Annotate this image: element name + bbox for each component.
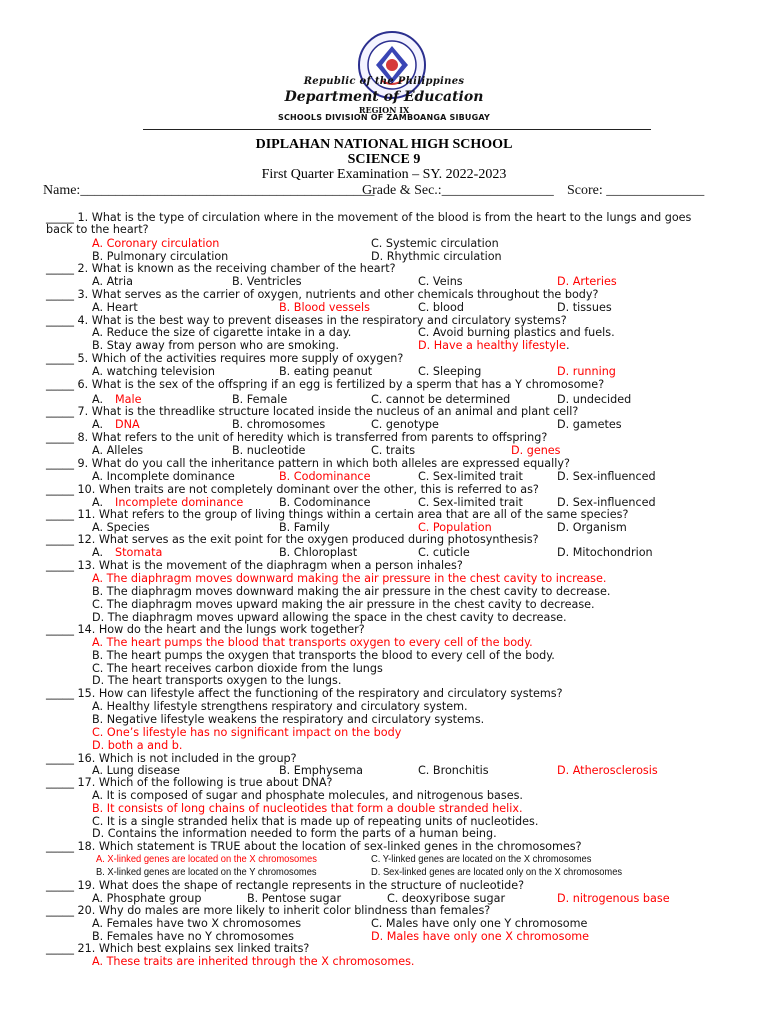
q5-option-c[interactable]: C. Sleeping xyxy=(418,365,482,378)
q6-option-b[interactable]: B. Female xyxy=(232,393,288,406)
q13-option-b[interactable]: B. The diaphragm moves downward making the air pressure in the chest cavity to decrease. xyxy=(92,585,611,598)
question-1-cont: back to the heart? xyxy=(46,223,149,236)
question-8: _____ 8. What refers to the unit of heredity which is transferred from parents to offspring? xyxy=(46,431,548,444)
q4-option-a[interactable]: A. Reduce the size of cigarette intake in a day. xyxy=(92,326,352,339)
question-4: _____ 4. What is the best way to prevent diseases in the respiratory and circulatory systems? xyxy=(46,314,567,327)
question-15: _____ 15. How can lifestyle affect the functioning of the respiratory and circulatory systems? xyxy=(46,687,563,700)
q5-option-d[interactable]: D. running xyxy=(557,365,616,378)
q15-option-c[interactable]: C. One’s lifestyle has no significant impact on the body xyxy=(92,726,402,739)
q18-option-a[interactable]: A. X-linked genes are located on the X chromosomes xyxy=(96,854,317,865)
exam-title: First Quarter Examination – SY. 2022-2023 xyxy=(261,167,507,182)
q10-option-d[interactable]: D. Sex-influenced xyxy=(557,496,656,509)
q19-option-c[interactable]: C. deoxyribose sugar xyxy=(387,892,506,905)
q16-option-d[interactable]: D. Atherosclerosis xyxy=(557,764,658,777)
q13-option-a[interactable]: A. The diaphragm moves downward making the air pressure in the chest cavity to increase. xyxy=(92,572,607,585)
subject-title: SCIENCE 9 xyxy=(347,152,421,167)
q4-option-b[interactable]: B. Stay away from person who are smoking. xyxy=(92,339,340,352)
grade-section-field[interactable]: Grade & Sec.:________________ xyxy=(362,183,554,198)
q10-option-b[interactable]: B. Codominance xyxy=(279,496,371,509)
school-name: DIPLAHAN NATIONAL HIGH SCHOOL xyxy=(255,137,513,152)
q19-option-b[interactable]: B. Pentose sugar xyxy=(247,892,342,905)
q14-option-b[interactable]: B. The heart pumps the oxygen that transports the blood to every cell of the body. xyxy=(92,649,555,662)
question-9: _____ 9. What do you call the inheritance pattern in which both alleles are expressed equally? xyxy=(46,457,570,470)
region-label: REGION IX xyxy=(358,105,410,115)
q3-option-a[interactable]: A. Heart xyxy=(92,301,138,314)
q8-option-c[interactable]: C. traits xyxy=(371,444,416,457)
q6-option-d[interactable]: D. undecided xyxy=(557,393,632,406)
department-label: Department of Education xyxy=(284,89,484,105)
q12-option-c[interactable]: C. cuticle xyxy=(418,546,470,559)
q17-option-a[interactable]: A. It is composed of sugar and phosphate molecules, and nitrogenous bases. xyxy=(92,789,523,802)
q17-option-d[interactable]: D. Contains the information needed to form the parts of a human being. xyxy=(92,827,497,840)
q1-option-a[interactable]: A. Coronary circulation xyxy=(92,237,220,250)
q14-option-d[interactable]: D. The heart transports oxygen to the lungs. xyxy=(92,674,342,687)
q16-option-a[interactable]: A. Lung disease xyxy=(92,764,180,777)
question-20: _____ 20. Why do males are more likely to inherit color blindness than females? xyxy=(46,904,491,917)
question-21: _____ 21. Which best explains sex linked traits? xyxy=(46,942,310,955)
q17-option-c[interactable]: C. It is a single stranded helix that is made up of repeating units of nucleotides. xyxy=(92,815,539,828)
question-3: _____ 3. What serves as the carrier of oxygen, nutrients and other chemicals throughout the body? xyxy=(46,288,599,301)
question-17: _____ 17. Which of the following is true about DNA? xyxy=(46,776,333,789)
q14-option-a[interactable]: A. The heart pumps the blood that transports oxygen to every cell of the body. xyxy=(92,636,533,649)
question-19: _____ 19. What does the shape of rectangle represents in the structure of nucleotide? xyxy=(46,879,525,892)
score-field[interactable]: Score: ______________ xyxy=(567,183,705,198)
q5-option-b[interactable]: B. eating peanut xyxy=(279,365,373,378)
q2-option-d[interactable]: D. Arteries xyxy=(557,275,617,288)
q16-option-b[interactable]: B. Emphysema xyxy=(279,764,364,777)
question-5: _____ 5. Which of the activities requires more supply of oxygen? xyxy=(46,352,404,365)
q9-option-c[interactable]: C. Sex-limited trait xyxy=(418,470,523,483)
q21-option-a[interactable]: A. These traits are inherited through the X chromosomes. xyxy=(92,955,415,968)
question-11: _____ 11. What refers to the group of living things within a certain area that are all of the same species? xyxy=(46,508,629,521)
q16-option-c[interactable]: C. Bronchitis xyxy=(418,764,489,777)
question-2: _____ 2. What is known as the receiving chamber of the heart? xyxy=(46,262,396,275)
q9-option-d[interactable]: D. Sex-influenced xyxy=(557,470,656,483)
q3-option-c[interactable]: C. blood xyxy=(418,301,464,314)
q8-option-b[interactable]: B. nucleotide xyxy=(232,444,306,457)
q12-option-d[interactable]: D. Mitochondrion xyxy=(557,546,653,559)
q13-option-c[interactable]: C. The diaphragm moves upward making the air pressure in the chest cavity to decrease. xyxy=(92,598,595,611)
q20-option-a[interactable]: A. Females have two X chromosomes xyxy=(92,917,302,930)
q1-option-c[interactable]: C. Systemic circulation xyxy=(371,237,499,250)
header-divider xyxy=(143,129,651,130)
q6-option-a[interactable]: A. Male xyxy=(92,393,142,406)
q12-option-b[interactable]: B. Chloroplast xyxy=(279,546,358,559)
question-1: _____ 1. What is the type of circulation where in the movement of the blood is from the heart to the lungs and goes xyxy=(46,211,692,224)
q7-option-b[interactable]: B. chromosomes xyxy=(232,418,326,431)
q7-option-d[interactable]: D. gametes xyxy=(557,418,622,431)
q18-option-d[interactable]: D. Sex-linked genes are located only on the X chromosomes xyxy=(371,867,623,878)
q3-option-b[interactable]: B. Blood vessels xyxy=(279,301,370,314)
q6-option-c[interactable]: C. cannot be determined xyxy=(371,393,511,406)
q8-option-a[interactable]: A. Alleles xyxy=(92,444,144,457)
q18-option-b[interactable]: B. X-linked genes are located on the Y chromosomes xyxy=(96,867,317,878)
question-6: _____ 6. What is the sex of the offspring if an egg is fertilized by a sperm that has a Y chromosome? xyxy=(46,378,605,391)
question-10: _____ 10. When traits are not completely dominant over the other, this is referred to as? xyxy=(46,483,539,496)
q2-option-c[interactable]: C. Veins xyxy=(418,275,463,288)
q11-option-c[interactable]: C. Population xyxy=(418,521,492,534)
q15-option-d[interactable]: D. both a and b. xyxy=(92,739,183,752)
q11-option-b[interactable]: B. Family xyxy=(279,521,330,534)
q10-option-a[interactable]: A. Incomplete dominance xyxy=(92,496,244,509)
q3-option-d[interactable]: D. tissues xyxy=(557,301,612,314)
q14-option-c[interactable]: C. The heart receives carbon dioxide from the lungs xyxy=(92,662,383,675)
q2-option-a[interactable]: A. Atria xyxy=(92,275,133,288)
q17-option-b[interactable]: B. It consists of long chains of nucleotides that form a double stranded helix. xyxy=(92,802,523,815)
name-field[interactable]: Name:__________________________________________ xyxy=(43,183,375,198)
q11-option-a[interactable]: A. Species xyxy=(92,521,150,534)
republic-label: Republic of the Philippines xyxy=(303,76,465,87)
q18-option-c[interactable]: C. Y-linked genes are located on the X chromosomes xyxy=(371,854,592,865)
q9-option-a[interactable]: A. Incomplete dominance xyxy=(92,470,235,483)
question-16: _____ 16. Which is not included in the group? xyxy=(46,752,297,765)
q4-option-d[interactable]: D. Have a healthy lifestyle. xyxy=(418,339,570,352)
q8-option-d[interactable]: D. genes xyxy=(511,444,561,457)
q13-option-d[interactable]: D. The diaphragm moves upward allowing the space in the chest cavity to decrease. xyxy=(92,611,567,624)
question-7: _____ 7. What is the threadlike structure located inside the nucleus of an animal and plant cell? xyxy=(46,405,579,418)
question-14: _____ 14. How do the heart and the lungs work together? xyxy=(46,623,365,636)
q15-option-b[interactable]: B. Negative lifestyle weakens the respiratory and circulatory systems. xyxy=(92,713,485,726)
q5-option-a[interactable]: A. watching television xyxy=(92,365,215,378)
question-12: _____ 12. What serves as the exit point for the oxygen produced during photosynthesis? xyxy=(46,533,539,546)
q7-option-a[interactable]: A. DNA xyxy=(92,418,140,431)
q9-option-b[interactable]: B. Codominance xyxy=(279,470,371,483)
q7-option-c[interactable]: C. genotype xyxy=(371,418,439,431)
q20-option-d[interactable]: D. Males have only one X chromosome xyxy=(371,930,590,943)
q20-option-b[interactable]: B. Females have no Y chromosomes xyxy=(92,930,294,943)
q12-option-a[interactable]: A. Stomata xyxy=(92,546,163,559)
q15-option-a[interactable]: A. Healthy lifestyle strengthens respiratory and circulatory system. xyxy=(92,700,468,713)
q19-option-a[interactable]: A. Phosphate group xyxy=(92,892,202,905)
q10-option-c[interactable]: C. Sex-limited trait xyxy=(418,496,523,509)
q2-option-b[interactable]: B. Ventricles xyxy=(232,275,302,288)
q4-option-c[interactable]: C. Avoid burning plastics and fuels. xyxy=(418,326,615,339)
q11-option-d[interactable]: D. Organism xyxy=(557,521,627,534)
question-13: _____ 13. What is the movement of the diaphragm when a person inhales? xyxy=(46,559,463,572)
q20-option-c[interactable]: C. Males have only one Y chromosome xyxy=(371,917,588,930)
q1-option-d[interactable]: D. Rhythmic circulation xyxy=(371,250,502,263)
q19-option-d[interactable]: D. nitrogenous base xyxy=(557,892,670,905)
question-18: _____ 18. Which statement is TRUE about the location of sex-linked genes in the chromosomes? xyxy=(46,840,582,853)
q1-option-b[interactable]: B. Pulmonary circulation xyxy=(92,250,229,263)
division-label: SCHOOLS DIVISION OF ZAMBOANGA SIBUGAY xyxy=(277,113,490,122)
